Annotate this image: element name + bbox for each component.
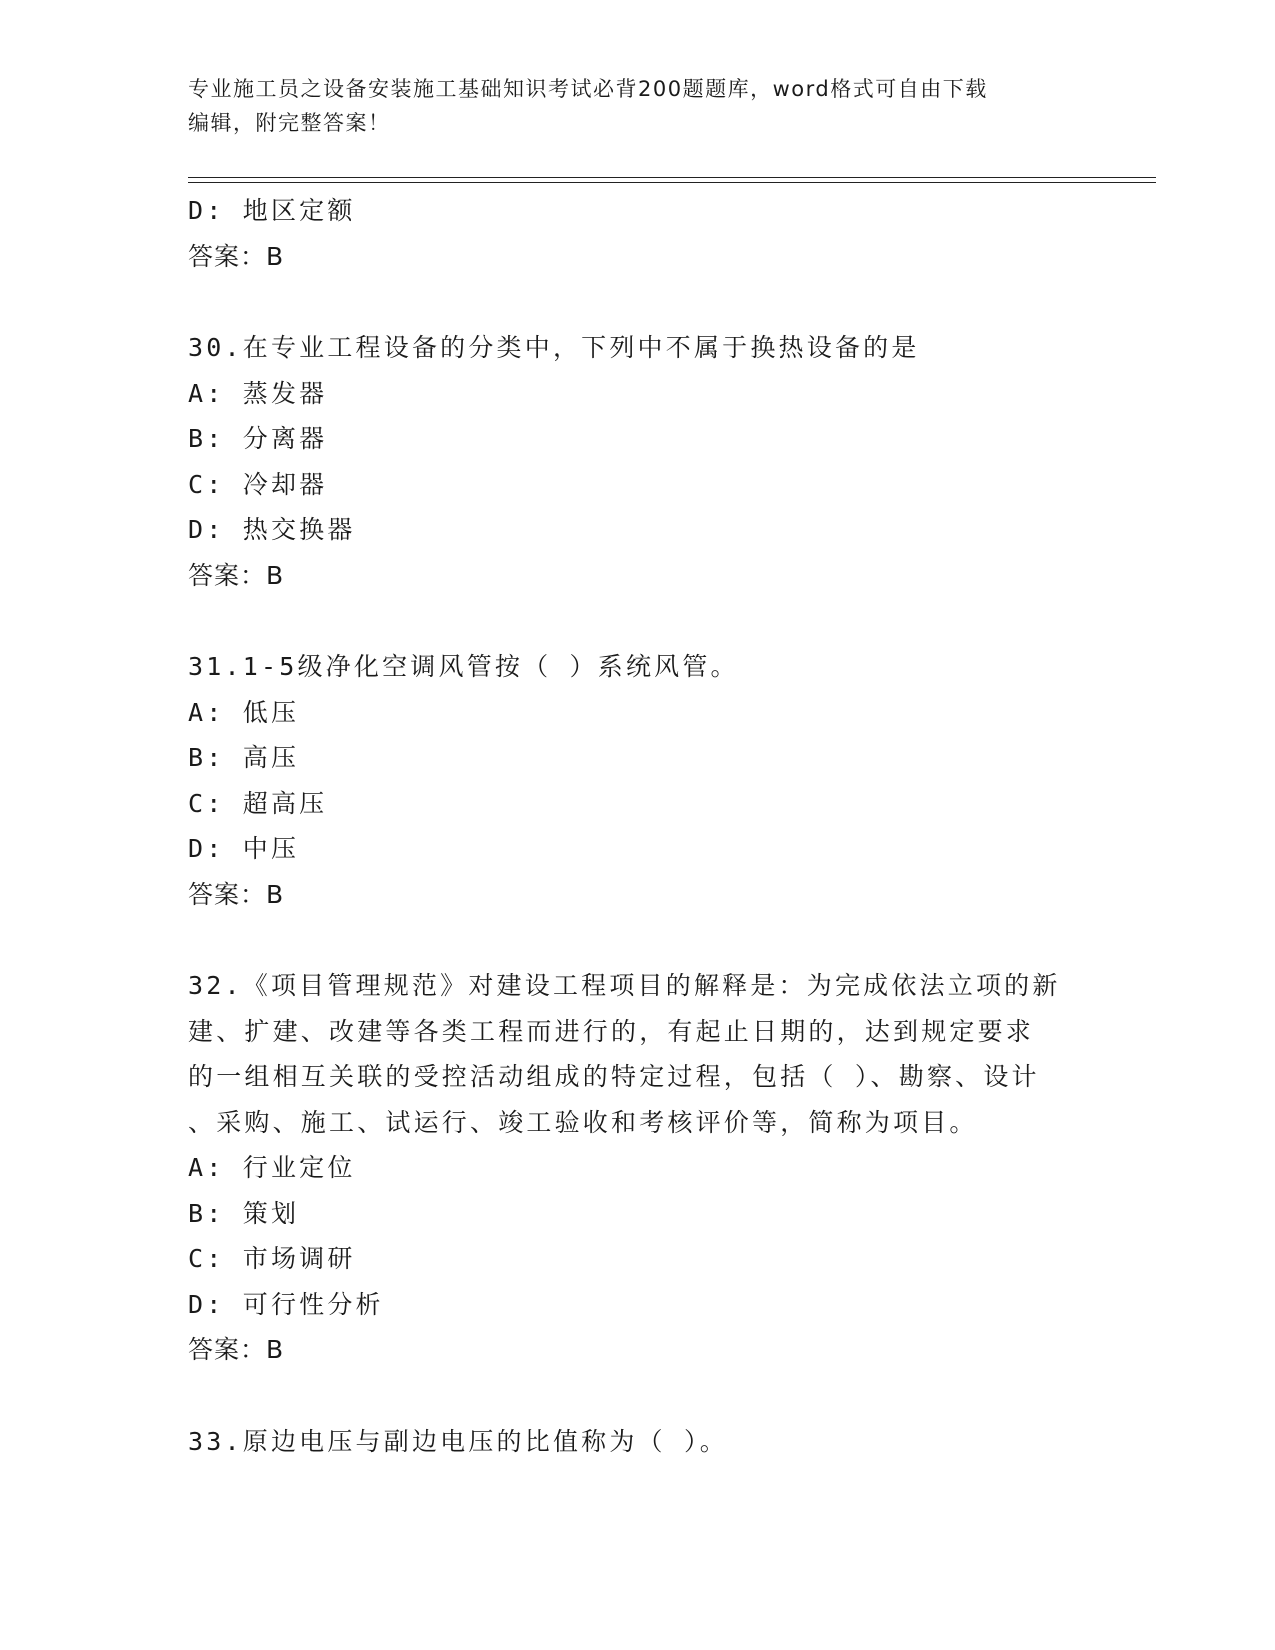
question-stem-line-2: 建、扩建、改建等各类工程而进行的，有起止日期的，达到规定要求 [188,1016,1035,1046]
question-30 [188,325,1088,598]
question-stem-line-1: 32.《项目管理规范》对建设工程项目的解释是：为完成依法立项的新 [188,971,1061,1000]
question-29-tail [188,188,1088,279]
header-title-line-1: 专业施工员之设备安装施工基础知识考试必背200题题库，word格式可自由下载 [188,77,988,101]
header-divider [188,177,1156,183]
option-a: A: 低压 [188,697,300,727]
question-spacer [188,598,1088,644]
option-b: B: 分离器 [188,424,328,453]
option-c: C: 市场调研 [188,1244,356,1273]
question-stem: 31.1-5级净化空调风管按（ ）系统风管。 [188,652,739,681]
option-a: A: 蒸发器 [188,378,328,408]
answer: 答案：B [188,879,285,909]
option-d: D: 热交换器 [188,515,356,544]
option-b: B: 策划 [188,1198,300,1228]
answer: 答案：B [188,1335,285,1364]
answer: 答案：B [188,560,285,590]
question-stem-line-3: 的一组相互关联的受控活动组成的特定过程，包括（ ）、勘察、设计 [188,1062,1040,1091]
header-title-line-2: 编辑，附完整答案！ [188,111,391,135]
question-31 [188,644,1088,917]
question-stem: 33.原边电压与副边电压的比值称为（ ）。 [188,1426,728,1456]
question-spacer [188,279,1088,325]
option-b: B: 高压 [188,743,300,772]
question-spacer [188,917,1088,963]
option-c: C: 冷却器 [188,469,328,499]
question-32 [188,963,1088,1373]
option-d: D: 地区定额 [188,196,356,225]
question-33 [188,1419,1088,1465]
question-stem: 30.在专业工程设备的分类中，下列中不属于换热设备的是 [188,333,920,362]
question-spacer [188,1373,1088,1419]
question-stem-line-4: 、采购、施工、试运行、竣工验收和考核评价等，简称为项目。 [188,1107,978,1137]
option-d: D: 中压 [188,834,300,863]
option-c: C: 超高压 [188,788,328,818]
document-header [188,72,1088,140]
question-list [188,188,1088,1464]
option-d: D: 可行性分析 [188,1289,384,1319]
option-a: A: 行业定位 [188,1153,356,1182]
answer: 答案：B [188,241,285,271]
